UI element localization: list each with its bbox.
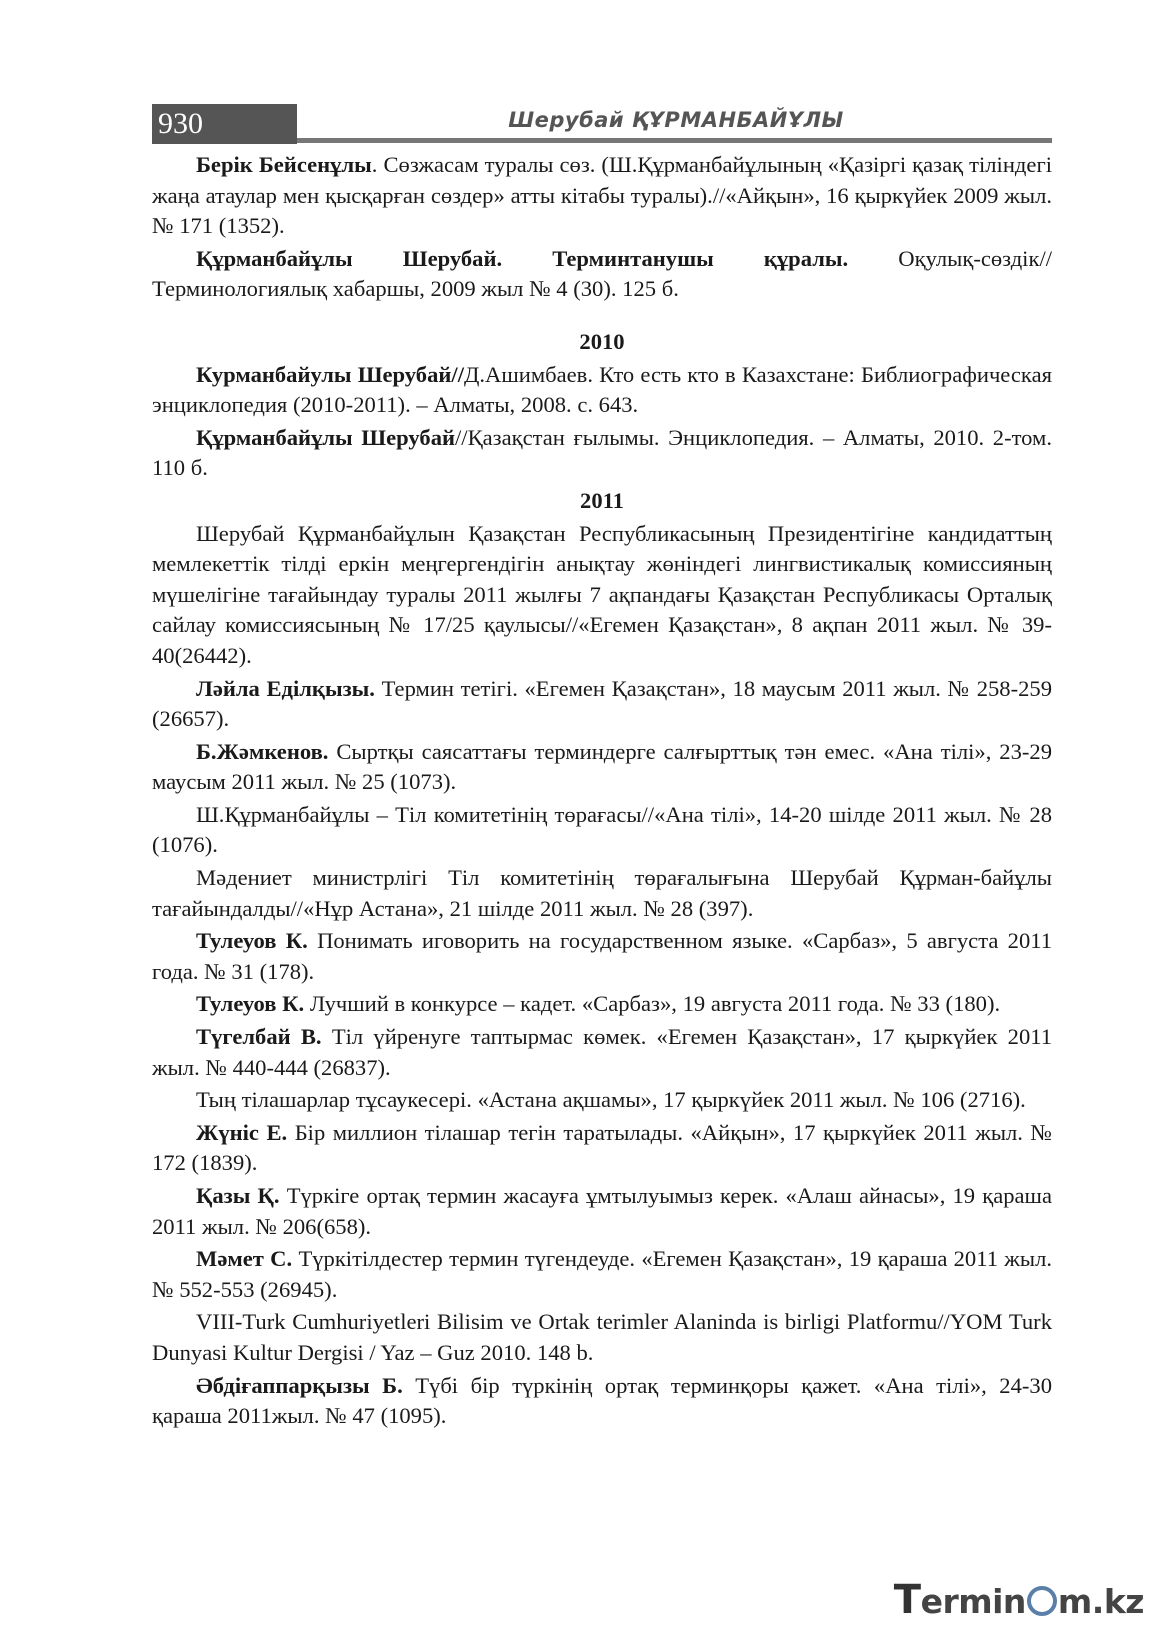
entry-text: Понимать иговорить на государственном языке. «Сарбаз», 5 августа 2011 года. № 31 (178). bbox=[152, 928, 1052, 984]
entry-text: Д.Ашимбаев. Кто есть кто в Казахстане: Библиографическая энциклопедия (2010-2011). – Алматы, 2008. с. 643. bbox=[152, 361, 1052, 418]
entry-text: Бір миллион тілашар тегін таратылады. «Айқын», 17 қыркүйек 2011 жыл. № 172 (1839). bbox=[152, 1119, 1052, 1176]
entry-author: Жүніс Е. bbox=[196, 1119, 288, 1145]
logo-ring-icon bbox=[1027, 1586, 1057, 1616]
entry-text: Термин тетігі. «Егемен Қазақстан», 18 маусым 2011 жыл. № 258-259 (26657). bbox=[152, 675, 1053, 732]
entry-author: Б.Жәмкенов. bbox=[196, 738, 329, 764]
bibliography-entry bbox=[152, 360, 1052, 421]
entry-author: Әбдіғаппарқызы Б. bbox=[196, 1372, 403, 1398]
logo-text-part1: ermin bbox=[920, 1582, 1026, 1621]
entry-text: Ш.Құрманбайұлы – Тіл комитетінің төрағасы//«Ана тілі», 14-20 шілде 2011 жыл. № 28 (1076). bbox=[152, 801, 1052, 858]
entry-author: Курманбайулы Шерубай// bbox=[196, 361, 464, 387]
entry-text: Түбі бір түркінің ортақ терминқоры қажет. «Ана тілі», 24-30 қараша 2011жыл. № 47 (1095). bbox=[152, 1372, 1052, 1429]
bibliography-entry bbox=[152, 989, 1052, 1020]
entry-author: Түгелбай В. bbox=[196, 1024, 322, 1050]
entry-text: . Сөзжасам туралы сөз. (Ш.Құрманбайұлының «Қазіргі қазақ тіліндегі жаңа атаулар мен қысқарған сөздер» атты кітабы туралы).//«Айқын», 16 қыркүйек 2009 жыл. № 171 (1352). bbox=[152, 152, 1052, 239]
year-heading-2010: 2010 bbox=[579, 328, 625, 354]
entry-text: VIII-Turk Cumhuriyetleri Bilisim ve Ortak terimler Alaninda is birligi Platformu//YOM Turk Dunyasi Kultur Dergisi / Yaz – Guz 2010. 148 b. bbox=[152, 1309, 1052, 1365]
entry-author: Берік Бейсенұлы bbox=[196, 152, 372, 177]
bibliography-entry bbox=[152, 863, 1052, 924]
bibliography-entry bbox=[152, 1244, 1052, 1305]
logo-letter-t: T bbox=[893, 1577, 921, 1623]
bibliography-entry bbox=[152, 519, 1052, 672]
bibliography-entry bbox=[152, 1022, 1052, 1083]
year-heading-2011: 2011 bbox=[580, 487, 624, 513]
entry-text: //Қазақстан ғылымы. Энциклопедия. – Алматы, 2010. 2-том. 110 б. bbox=[152, 424, 1052, 481]
entry-author: Құрманбайұлы Шерубай. Терминтанушы құралы. bbox=[196, 245, 849, 271]
terminkom-logo bbox=[894, 1577, 1144, 1623]
page-number: 930 bbox=[152, 104, 297, 144]
bibliography-entry bbox=[152, 926, 1052, 987]
bibliography-entry bbox=[152, 1118, 1052, 1179]
entry-text: Лучший в конкурсе – кадет. «Сарбаз», 19 августа 2011 года. № 33 (180). bbox=[304, 991, 1001, 1017]
bibliography-entry bbox=[152, 1085, 1052, 1116]
bibliography-entry bbox=[152, 1307, 1052, 1368]
entry-author: Тулеуов К. bbox=[196, 928, 308, 954]
bibliography-entry bbox=[152, 150, 1052, 242]
bibliography-entry bbox=[152, 244, 1052, 305]
entry-text: Сыртқы саясаттағы терминдерге салғырттық тән емес. «Ана тілі», 23-29 маусым 2011 жыл. № 25 (1073). bbox=[152, 738, 1052, 795]
entry-text: Шерубай Құрманбайұлын Қазақстан Республикасының Президентігіне кандидаттың мемлекеттік тілді еркін меңгергендігін анықтау жөніндегі лингвистикалық комиссияның мүшелігіне тағайындау туралы 2011 жылғы 7 ақпандағы Қазақстан Республикасы Орталық сайлау комиссиясының № 17/25 қаулысы//«Егемен Қазақстан», 8 ақпан 2011 жыл. № 39-40(26442). bbox=[152, 520, 1052, 668]
bibliography-entry bbox=[152, 674, 1052, 735]
entry-text: Түркітілдестер термин түгендеуде. «Егемен Қазақстан», 19 қараша 2011 жыл. № 552-553 (26945). bbox=[152, 1246, 1052, 1302]
bibliography-body bbox=[152, 150, 1052, 1434]
entry-text: Тың тілашарлар тұсаукесері. «Астана ақшамы», 17 қыркүйек 2011 жыл. № 106 (2716). bbox=[196, 1087, 1026, 1113]
bibliography-entry bbox=[152, 800, 1052, 861]
entry-author: Қазы Қ. bbox=[196, 1183, 280, 1208]
entry-author: Құрманбайұлы Шерубай bbox=[196, 424, 456, 450]
bibliography-entry bbox=[152, 1181, 1052, 1242]
entry-text: Оқулық-сөздік// Терминологиялық хабаршы, 2009 жыл № 4 (30). 125 б. bbox=[152, 245, 1052, 302]
entry-text: Түркіге ортақ термин жасауға ұмтылуымыз керек. «Алаш айнасы», 19 қараша 2011 жыл. № 206(658). bbox=[152, 1183, 1052, 1239]
entry-author: Тулеуов К. bbox=[196, 991, 305, 1017]
bibliography-entry bbox=[152, 423, 1052, 484]
running-title: Шерубай ҚҰРМАНБАЙҰЛЫ bbox=[508, 108, 844, 132]
entry-text: Тіл үйренуге таптырмас көмек. «Егемен Қазақстан», 17 қыркүйек 2011 жыл. № 440-444 (26837). bbox=[152, 1024, 1052, 1080]
entry-author: Ләйла Еділқызы. bbox=[196, 675, 375, 701]
entry-author: Мәмет С. bbox=[196, 1246, 293, 1272]
bibliography-entry bbox=[152, 1371, 1052, 1432]
entry-text: Мәдениет министрлігі Тіл комитетінің төрағалығына Шерубай Құрман-байұлы тағайындалды//«Нұр Астана», 21 шілде 2011 жыл. № 28 (397). bbox=[152, 865, 1052, 921]
header-rule bbox=[297, 138, 1052, 143]
logo-text-part2: m.kz bbox=[1057, 1582, 1144, 1621]
bibliography-entry bbox=[152, 737, 1052, 798]
